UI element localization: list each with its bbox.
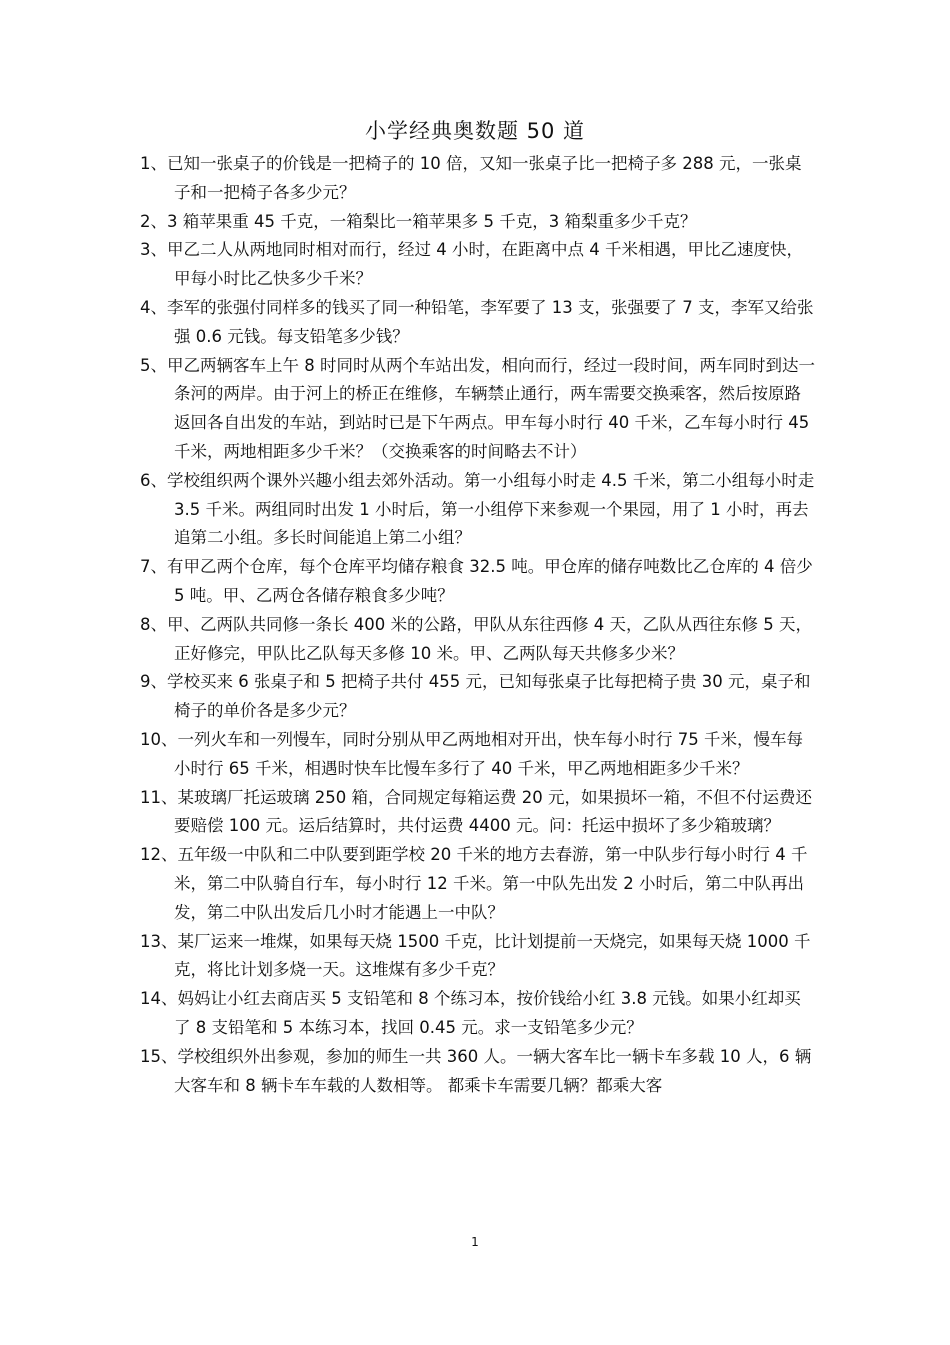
problem-number: 4、 bbox=[140, 297, 167, 317]
problem-number: 11、 bbox=[140, 787, 178, 807]
problem-text: 学校组织外出参观，参加的师生一共 360 人。一辆大客车比一辆卡车多载 10 人，6 辆大客车和 8 辆卡车车载的人数相等。 都乘卡车需要几辆？都乘大客 bbox=[174, 1046, 812, 1095]
problem-item bbox=[140, 1043, 815, 1101]
problem-number: 15、 bbox=[140, 1046, 178, 1066]
problem-number: 8、 bbox=[140, 614, 167, 634]
problem-item bbox=[140, 928, 815, 986]
problem-text: 某厂运来一堆煤，如果每天烧 1500 千克，比计划提前一天烧完，如果每天烧 1000 千克，将比计划多烧一天。这堆煤有多少千克？ bbox=[174, 931, 811, 980]
problem-text: 李军的张强付同样多的钱买了同一种铅笔，李军要了 13 支，张强要了 7 支，李军又给张强 0.6 元钱。每支铅笔多少钱？ bbox=[167, 297, 814, 346]
problem-text: 学校组织两个课外兴趣小组去郊外活动。第一小组每小时走 4.5 千米，第二小组每小时走 3.5 千米。两组同时出发 1 小时后，第一小组停下来参观一个果园，用了 1 小时，再去追第二小组。多长时间能追上第二小组？ bbox=[167, 470, 820, 548]
problem-text: 学校买来 6 张桌子和 5 把椅子共付 455 元，已知每张桌子比每把椅子贵 30 元，桌子和椅子的单价各是多少元？ bbox=[167, 672, 811, 721]
problem-number: 7、 bbox=[140, 557, 167, 577]
problem-text: 3 箱苹果重 45 千克，一箱梨比一箱苹果多 5 千克，3 箱梨重多少千克？ bbox=[167, 211, 697, 231]
problem-item bbox=[140, 208, 815, 237]
problem-number: 13、 bbox=[140, 931, 178, 951]
problem-text: 甲乙两辆客车上午 8 时同时从两个车站出发，相向而行，经过一段时间，两车同时到达一条河的两岸。由于河上的桥正在维修，车辆禁止通行，两车需要交换乘客，然后按原路返回各自出发的车站，到站时已是下午两点。甲车每小时行 40 千米，乙车每小时行 45 千米，两地相距多少千米？（交换乘客的时间略去不计） bbox=[167, 355, 815, 461]
problem-item bbox=[140, 611, 815, 669]
problem-number: 14、 bbox=[140, 989, 178, 1009]
problem-list bbox=[140, 150, 820, 1100]
problem-number: 10、 bbox=[140, 729, 178, 749]
problem-text: 某玻璃厂托运玻璃 250 箱，合同规定每箱运费 20 元，如果损坏一箱，不但不付运费还要赔偿 100 元。运后结算时，共付运费 4400 元。问：托运中损坏了多少箱玻璃？ bbox=[174, 787, 812, 836]
problem-item bbox=[140, 553, 818, 611]
problem-text: 有甲乙两个仓库，每个仓库平均储存粮食 32.5 吨。甲仓库的储存吨数比乙仓库的 4 倍少 5 吨。甲、乙两仓各储存粮食多少吨？ bbox=[167, 557, 818, 605]
problem-item bbox=[140, 352, 815, 467]
problem-text: 一列火车和一列慢车，同时分别从甲乙两地相对开出，快车每小时行 75 千米，慢车每小时行 65 千米，相遇时快车比慢车多行了 40 千米，甲乙两地相距多少千米？ bbox=[174, 729, 803, 778]
problem-item bbox=[140, 467, 820, 553]
problem-number: 12、 bbox=[140, 845, 178, 865]
problem-item bbox=[140, 726, 815, 784]
problem-number: 2、 bbox=[140, 211, 167, 231]
problem-item bbox=[140, 985, 815, 1043]
problem-item bbox=[140, 784, 815, 842]
problem-number: 9、 bbox=[140, 672, 167, 692]
problem-number: 1、 bbox=[140, 154, 167, 173]
problem-item bbox=[140, 294, 815, 352]
problem-text: 已知一张桌子的价钱是一把椅子的 10 倍，又知一张桌子比一把椅子多 288 元，一张桌子和一把椅子各多少元？ bbox=[167, 154, 802, 202]
problem-item bbox=[140, 668, 815, 726]
page-title: 小学经典奥数题 50 道 bbox=[364, 119, 586, 143]
problem-number: 5、 bbox=[140, 355, 167, 375]
problem-item bbox=[140, 150, 815, 208]
problem-text: 甲、乙两队共同修一条长 400 米的公路，甲队从东往西修 4 天，乙队从西往东修 5 天，正好修完，甲队比乙队每天多修 10 米。甲、乙两队每天共修多少米？ bbox=[167, 614, 812, 663]
problem-text: 甲乙二人从两地同时相对而行，经过 4 小时，在距离中点 4 千米相遇，甲比乙速度快，甲每小时比乙快多少千米？ bbox=[167, 240, 803, 289]
problem-number: 6、 bbox=[140, 470, 167, 490]
problem-item bbox=[140, 841, 815, 927]
problem-item bbox=[140, 236, 815, 294]
problem-text: 妈妈让小红去商店买 5 支铅笔和 8 个练习本，按价钱给小红 3.8 元钱。如果小红却买了 8 支铅笔和 5 本练习本，找回 0.45 元。求一支铅笔多少元？ bbox=[174, 989, 801, 1037]
problem-text: 五年级一中队和二中队要到距学校 20 千米的地方去春游，第一中队步行每小时行 4 千米，第二中队骑自行车，每小时行 12 千米。第一中队先出发 2 小时后，第二中队再出发，第二中队出发后几小时才能遇上一中队？ bbox=[174, 845, 808, 922]
page-number: 1 bbox=[471, 1235, 479, 1249]
problem-number: 3、 bbox=[140, 240, 167, 260]
